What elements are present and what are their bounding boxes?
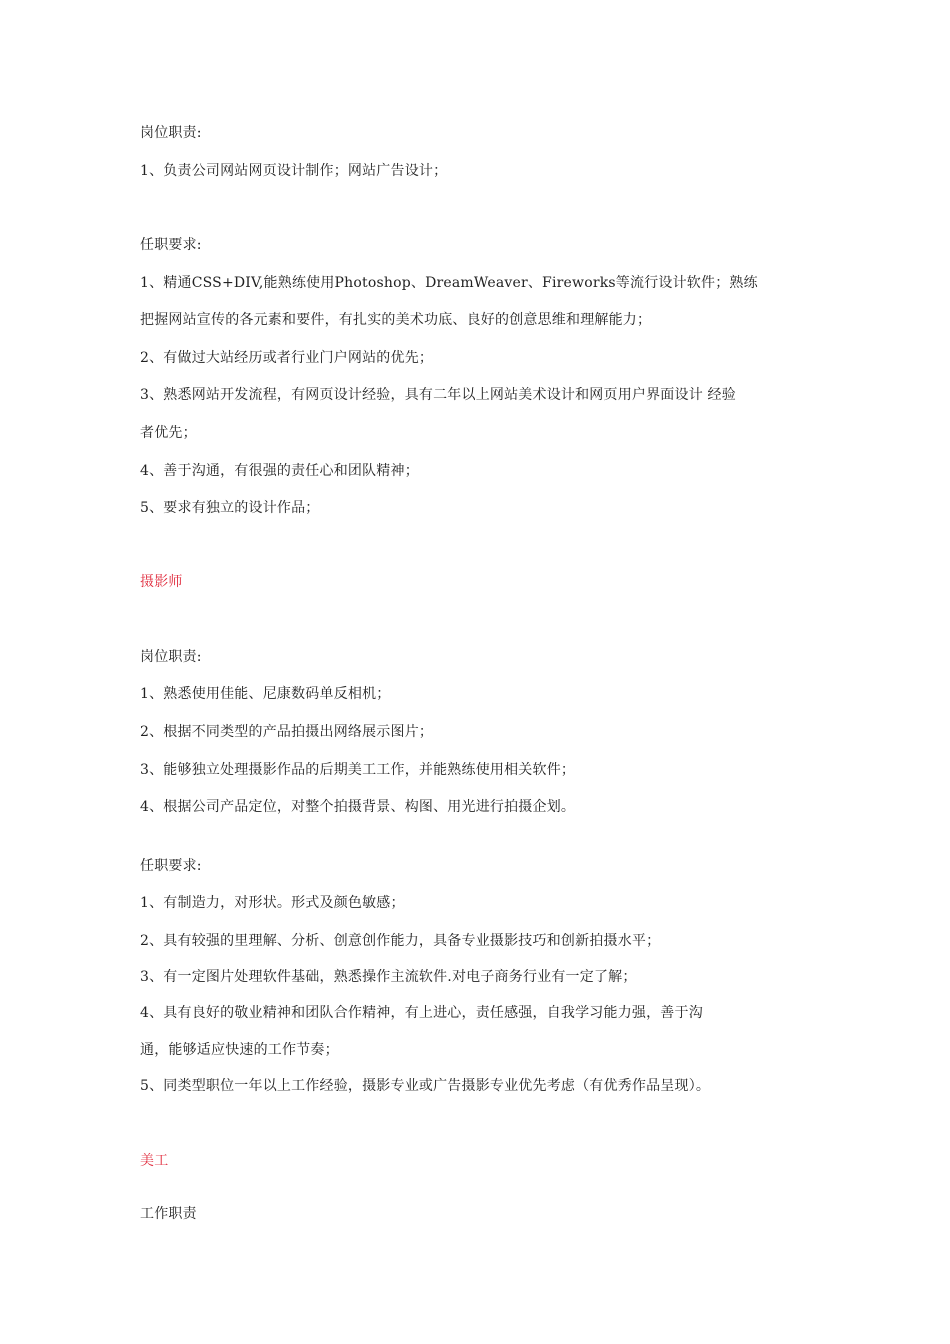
section-title-designer: 美工 <box>140 1153 169 1169</box>
requirements-label: 任职要求: <box>140 858 202 874</box>
requirement-item: 1、有制造力，对形状。形式及颜色敏感； <box>140 895 405 911</box>
requirement-item-continued: 者优先； <box>140 425 197 441</box>
requirement-item: 3、有一定图片处理软件基础，熟悉操作主流软件.对电子商务行业有一定了解； <box>140 969 637 985</box>
duty-item: 3、能够独立处理摄影作品的后期美工工作，并能熟练使用相关软件； <box>140 762 576 778</box>
duty-label: 工作职责 <box>140 1206 197 1222</box>
duty-label: 岗位职责: <box>140 125 202 141</box>
requirement-item: 1、精通CSS+DIV,能熟练使用Photoshop、DreamWeaver、Fireworks等流行设计软件；熟练 <box>140 275 758 291</box>
requirement-item: 4、具有良好的敬业精神和团队合作精神，有上进心，责任感强，自我学习能力强，善于沟 <box>140 1005 703 1021</box>
duty-item: 1、熟悉使用佳能、尼康数码单反相机； <box>140 686 391 702</box>
duty-item: 1、负责公司网站网页设计制作；网站广告设计； <box>140 163 448 179</box>
section-title-photographer: 摄影师 <box>140 574 183 590</box>
requirement-item: 2、具有较强的里理解、分析、创意创作能力，具备专业摄影技巧和创新拍摄水平； <box>140 933 661 949</box>
requirement-item: 4、善于沟通，有很强的责任心和团队精神； <box>140 463 419 479</box>
duty-item: 2、根据不同类型的产品拍摄出网络展示图片； <box>140 724 434 740</box>
duty-label: 岗位职责: <box>140 649 202 665</box>
requirement-item: 5、同类型职位一年以上工作经验，摄影专业或广告摄影专业优先考虑（有优秀作品呈现）。 <box>140 1078 711 1094</box>
requirement-item-continued: 通，能够适应快速的工作节奏； <box>140 1042 339 1058</box>
requirement-item: 2、有做过大站经历或者行业门户网站的优先； <box>140 350 434 366</box>
requirement-item: 5、要求有独立的设计作品； <box>140 500 320 516</box>
requirements-label: 任职要求: <box>140 237 202 253</box>
requirement-item-continued: 把握网站宣传的各元素和要件，有扎实的美术功底、良好的创意思维和理解能力； <box>140 312 652 328</box>
duty-item: 4、根据公司产品定位，对整个拍摄背景、构图、用光进行拍摄企划。 <box>140 799 576 815</box>
requirement-item: 3、熟悉网站开发流程，有网页设计经验，具有二年以上网站美术设计和网页用户界面设计 经验 <box>140 387 736 403</box>
